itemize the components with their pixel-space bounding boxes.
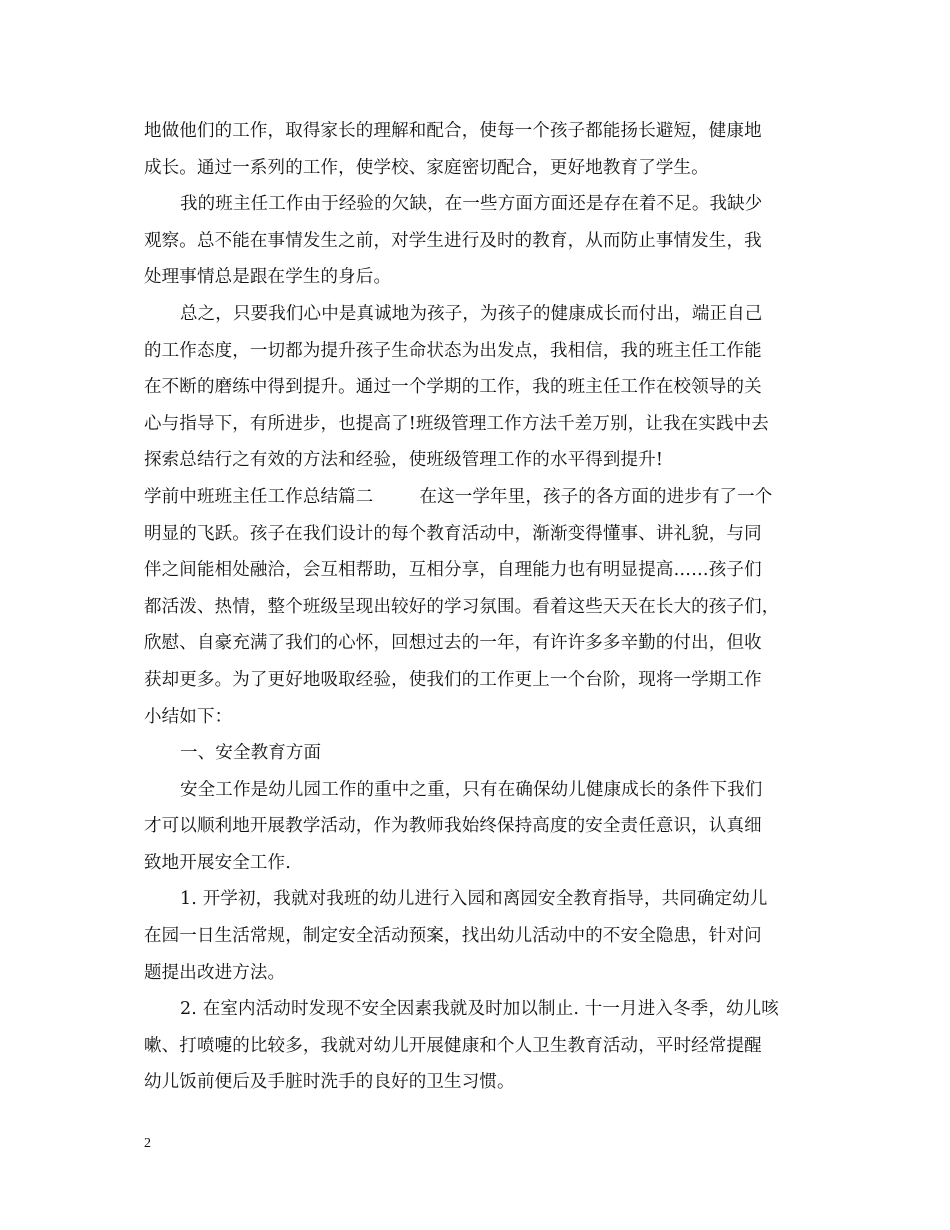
text-line: 在不断的磨练中得到提升。通过一个学期的工作，我的班主任工作在校领导的关 bbox=[144, 377, 762, 398]
text-line: 在园一日生活常规，制定安全活动预案，找出幼儿活动中的不安全隐患，针对问 bbox=[144, 926, 762, 947]
section-title: 学前中班班主任工作总结篇二 bbox=[144, 486, 374, 507]
text-line: 幼儿饭前便后及手脏时洗手的良好的卫生习惯。 bbox=[144, 1072, 515, 1093]
numbered-item-line: 1. 开学初，我就对我班的幼儿进行入园和离园安全教育指导，共同确定幼儿 bbox=[180, 889, 768, 910]
numbered-item-line: 2. 在室内活动时发现不安全因素我就及时加以制止. 十一月进入冬季，幼儿咳 bbox=[180, 999, 779, 1020]
text-line: 才可以顺利地开展教学活动，作为教师我始终保持高度的安全责任意识，认真细 bbox=[144, 816, 762, 837]
text-line: 伴之间能相处融洽，会互相帮助，互相分享，自理能力也有明显提高……孩子们 bbox=[144, 560, 762, 581]
section-title-line bbox=[144, 479, 810, 516]
document-body bbox=[144, 113, 810, 1101]
text-line: 探索总结行之有效的方法和经验，使班级管理工作的水平得到提升! bbox=[144, 450, 664, 471]
paragraph-start-line: 总之，只要我们心中是真诚地为孩子，为孩子的健康成长而付出，端正自己 bbox=[180, 303, 763, 324]
text-line: 处理事情总是跟在学生的身后。 bbox=[144, 267, 392, 288]
paragraph-start-line: 我的班主任工作由于经验的欠缺，在一些方面方面还是存在着不足。我缺少 bbox=[180, 194, 763, 215]
page-number: 2 bbox=[144, 1136, 151, 1151]
text-line: 地做他们的工作，取得家长的理解和配合，使每一个孩子都能扬长避短，健康地 bbox=[144, 121, 762, 141]
paragraph-start-line: 安全工作是幼儿园工作的重中之重，只有在确保幼儿健康成长的条件下我们 bbox=[180, 779, 763, 800]
text-line: 明显的飞跃。孩子在我们设计的每个教育活动中，渐渐变得懂事、讲礼貌，与同 bbox=[144, 523, 762, 544]
text-line: 获却更多。为了更好地吸取经验，使我们的工作更上一个台阶，现将一学期工作 bbox=[144, 669, 762, 690]
text-line: 都活泼、热情，整个班级呈现出较好的学习氛围。看着这些天天在长大的孩子们， bbox=[144, 596, 780, 617]
text-line: 心与指导下，有所进步，也提高了!班级管理工作方法千差万别，让我在实践中去 bbox=[144, 413, 769, 434]
text-line: 的工作态度，一切都为提升孩子生命状态为出发点，我相信，我的班主任工作能 bbox=[144, 340, 762, 361]
text-line: 题提出改进方法。 bbox=[144, 962, 286, 983]
text-line: 小结如下： bbox=[144, 706, 233, 727]
text-line: 嗽、打喷嚏的比较多，我就对幼儿开展健康和个人卫生教育活动，平时经常提醒 bbox=[144, 1035, 762, 1056]
text-line: 欣慰、自豪充满了我们的心怀，回想过去的一年，有许许多多辛勤的付出，但收 bbox=[144, 633, 762, 654]
text-line: 成长。通过一系列的工作，使学校、家庭密切配合，更好地教育了学生。 bbox=[144, 157, 709, 178]
section-opening-text: 在这一学年里，孩子的各方面的进步有了一个 bbox=[419, 486, 773, 507]
text-line: 观察。总不能在事情发生之前，对学生进行及时的教育，从而防止事情发生，我 bbox=[144, 230, 762, 251]
text-line: 致地开展安全工作. bbox=[144, 852, 291, 873]
subheading: 一、安全教育方面 bbox=[180, 743, 322, 764]
